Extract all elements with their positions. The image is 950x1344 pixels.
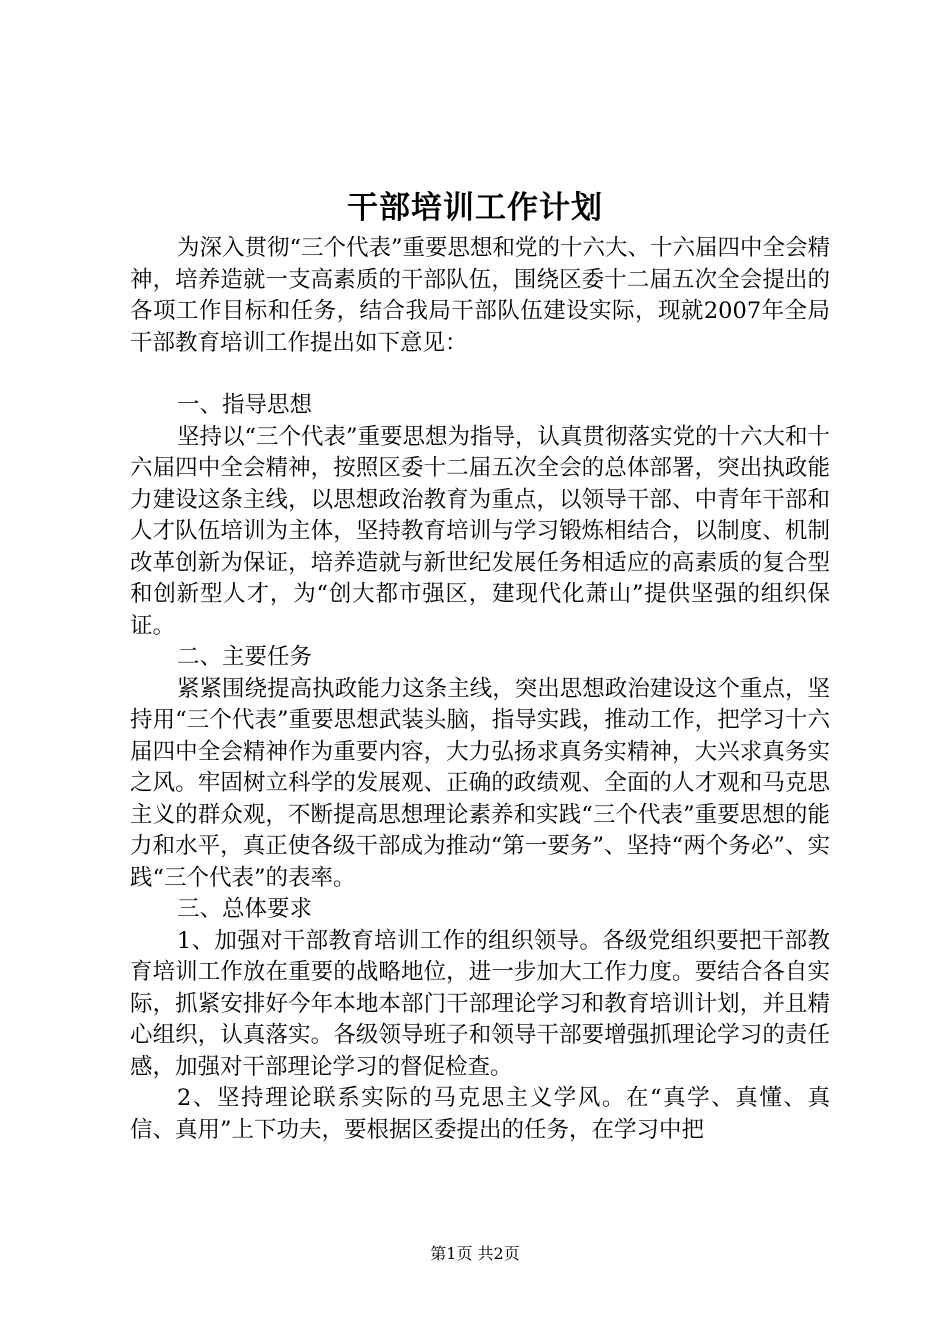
requirement-item-2: 2、坚持理论联系实际的马克思主义学风。在“真学、真懂、真信、真用”上下功夫，要根据区委提出的任务，在学习中把	[130, 1085, 830, 1143]
section-heading-guiding-thought: 一、指导思想	[177, 392, 313, 418]
document-body	[130, 233, 830, 1146]
page-footer: 第1页 共2页	[430, 1244, 520, 1263]
section-heading-main-tasks: 二、主要任务	[177, 644, 313, 670]
section-heading-overall-requirements: 三、总体要求	[177, 896, 313, 922]
guiding-thought-paragraph: 坚持以“三个代表”重要思想为指导，认真贯彻落实党的十六大和十六届四中全会精神，按照区委十二届五次全会的总体部署，突出执政能力建设这条主线，以思想政治教育为重点，以领导干部、中青年干部和人才队伍培训为主体，坚持教育培训与学习锻炼相结合，以制度、机制改革创新为保证，培养造就与新世纪发展任务相适应的高素质的复合型和创新型人才，为“创大都市强区，建现代化萧山”提供坚强的组织保证。	[130, 423, 831, 639]
main-tasks-paragraph: 紧紧围绕提高执政能力这条主线，突出思想政治建设这个重点，坚持用“三个代表”重要思想武装头脑，指导实践，推动工作，把学习十六届四中全会精神作为重要内容，大力弘扬求真务实精神，大兴求真务实之风。牢固树立科学的发展观、正确的政绩观、全面的人才观和马克思主义的群众观，不断提高思想理论素养和实践“三个代表”重要思想的能力和水平，真正使各级干部成为推动“第一要务”、坚持“两个务必”、实践“三个代表”的表率。	[130, 675, 830, 891]
intro-paragraph: 为深入贯彻“三个代表”重要思想和党的十六大、十六届四中全会精神，培养造就一支高素质的干部队伍，围绕区委十二届五次全会提出的各项工作目标和任务，结合我局干部队伍建设实际，现就2007年全局干部教育培训工作提出如下意见：	[130, 235, 831, 356]
requirement-item-1: 1、加强对干部教育培训工作的组织领导。各级党组织要把干部教育培训工作放在重要的战略地位，进一步加大工作力度。要结合各自实际，抓紧安排好今年本地本部门干部理论学习和教育培训计划，并且精心组织，认真落实。各级领导班子和领导干部要增强抓理论学习的责任感，加强对干部理论学习的督促检查。	[130, 927, 830, 1080]
document-title: 干部培训工作计划	[347, 190, 603, 226]
